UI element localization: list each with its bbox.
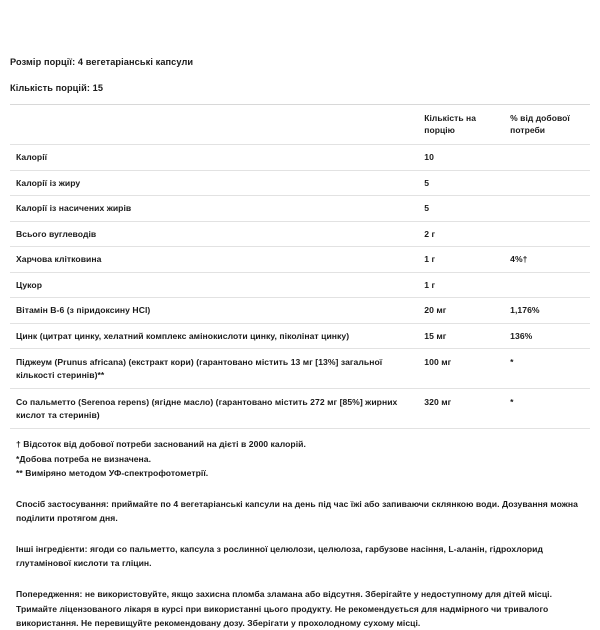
nutrient-percent: 1,176% [510, 305, 540, 315]
table-row [10, 323, 590, 349]
nutrient-amount: 2 г [424, 228, 436, 239]
footnote-daily-value-basis: † Відсоток від добової потреби заснований на дієті в 2000 калорій. [16, 439, 306, 449]
nutrient-amount: 20 мг [424, 305, 447, 315]
table-row [10, 272, 590, 298]
nutrient-amount: 5 [424, 203, 430, 213]
header-nutrient-name [10, 105, 424, 145]
table-row [10, 145, 590, 171]
serving-information [10, 0, 590, 95]
table-body [10, 145, 590, 429]
usage-information [10, 497, 590, 630]
footnote-measurement-method: ** Виміряно методом УФ-спектрофотометрії. [16, 468, 209, 478]
nutrient-amount: 10 [424, 152, 434, 162]
table-row [10, 389, 590, 429]
nutrient-percent: * [510, 357, 514, 367]
nutrient-percent [510, 196, 590, 222]
nutrient-percent: 4%† [510, 254, 528, 264]
nutrient-name: Вітамін B-6 (з піридоксину HCl) [16, 305, 151, 315]
nutrient-name: Калорії із насичених жирів [16, 203, 132, 213]
header-amount-per-serving: Кількість на порцію [424, 113, 477, 135]
table-row [10, 170, 590, 196]
nutrient-name: Со пальметто (Serenoa repens) (ягідне масло) (гарантовано містить 272 мг [85%] жирних кислот та стеринів) [16, 397, 398, 420]
directions-paragraph: Спосіб застосування: приймайте по 4 вегетаріанські капсули на день під час їжі або запиваючи склянкою води. Дозування можна поділити протягом дня. [16, 498, 578, 523]
table-row [10, 298, 590, 324]
nutrient-name: Калорії [16, 152, 48, 162]
nutrient-percent: * [510, 397, 514, 407]
nutrient-percent [510, 272, 590, 298]
nutrient-name: Всього вуглеводів [16, 228, 97, 239]
nutrient-amount: 1 г [424, 279, 436, 290]
warning-paragraph: Попередження: не використовуйте, якщо захисна пломба зламана або відсутня. Зберігайте у недоступному для дітей місці. Тримайте ліцензованого лікаря в курсі при використанні цього продукту. Не рекомендується для надмірного чи тривалого використання. Не перевищуйте рекомендовану дозу. Зберігати у прохолодному сухому місці. [16, 589, 553, 628]
supplement-facts-table [10, 104, 590, 429]
table-header [10, 105, 590, 145]
nutrient-amount: 320 мг [424, 397, 452, 407]
nutrient-amount: 15 мг [424, 330, 447, 341]
table-header-row [10, 105, 590, 145]
nutrient-name: Піджеум (Prunus africana) (екстракт кори) (гарантовано містить 13 мг [13%] загальної кількості стеринів)** [16, 357, 383, 380]
nutrient-percent [510, 145, 590, 171]
nutrient-percent [510, 170, 590, 196]
nutrient-name: Цукор [16, 279, 42, 290]
table-row [10, 349, 590, 389]
other-ingredients-paragraph: Інші інгредієнти: ягоди со пальметто, капсула з рослинної целюлози, целюлоза, гарбузове насіння, L-аланін, гідрохлорид глутамінової кислоти та гліцин. [16, 543, 543, 569]
nutrient-name: Калорії із жиру [16, 177, 81, 188]
table-row [10, 196, 590, 222]
nutrient-name: Харчова клітковина [16, 254, 102, 264]
nutrient-percent [510, 221, 590, 247]
header-percent-daily-value: % від добової потреби [510, 113, 570, 135]
nutrient-amount: 1 г [424, 254, 436, 264]
nutrient-percent: 136% [510, 330, 533, 341]
serving-size-line: Розмір порції: 4 вегетаріанські капсули [10, 57, 194, 67]
table-row [10, 221, 590, 247]
footnotes [10, 438, 590, 481]
nutrient-name: Цинк (цитрат цинку, хелатний комплекс амінокислоти цинку, піколінат цинку) [16, 330, 350, 341]
servings-per-container-line: Кількість порцій: 15 [10, 83, 104, 93]
footnote-daily-value-not-established: *Добова потреба не визначена. [16, 453, 152, 464]
nutrient-amount: 100 мг [424, 357, 452, 367]
nutrient-amount: 5 [424, 177, 430, 188]
table-row [10, 247, 590, 273]
